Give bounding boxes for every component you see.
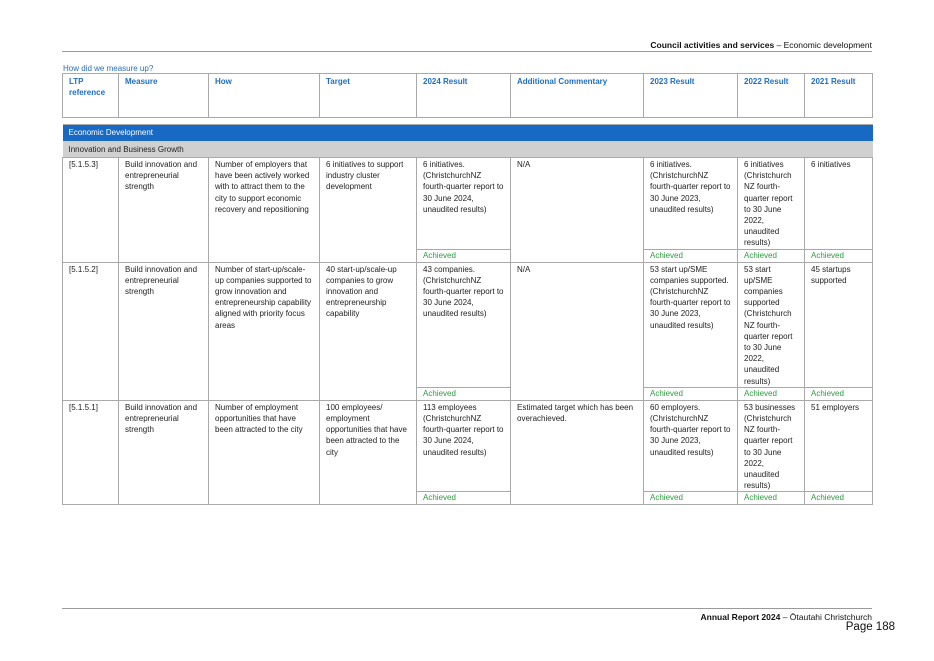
- cell-target: 6 initiatives to support industry cluster development: [320, 158, 417, 263]
- status-2024: Achieved: [417, 387, 511, 400]
- cell-target: 40 start-up/scale-up companies to grow innovation and entrepreneurship capability: [320, 262, 417, 400]
- col-header-how: How: [209, 74, 320, 118]
- status-2023: Achieved: [644, 387, 738, 400]
- running-footer-rest: – Ōtautahi Christchurch: [780, 612, 872, 622]
- cell-measure: Build innovation and entrepreneurial strength: [119, 262, 209, 400]
- cell-measure: Build innovation and entrepreneurial strength: [119, 158, 209, 263]
- table-row: [63, 158, 873, 250]
- cell-2023-result: 6 initiatives. (ChristchurchNZ fourth-quarter report to 30 June 2023, unaudited results): [644, 158, 738, 250]
- running-header-rest: – Economic development: [774, 40, 872, 50]
- subgroup-band-title: Innovation and Business Growth: [63, 141, 873, 158]
- col-header-2024-result: 2024 Result: [417, 74, 511, 118]
- cell-2022-result: 6 initiatives (Christchurch NZ fourth-quarter report to 30 June 2022, unaudited results): [738, 158, 805, 250]
- table-row: [63, 262, 873, 387]
- status-2022: Achieved: [738, 249, 805, 262]
- status-2021: Achieved: [805, 249, 873, 262]
- col-header-additional-commentary: Additional Commentary: [511, 74, 644, 118]
- col-header-measure: Measure: [119, 74, 209, 118]
- cell-2022-result: 53 start up/SME companies supported (Christchurch NZ fourth-quarter report to 30 June 2022, unaudited results): [738, 262, 805, 387]
- group-band-title: Economic Development: [63, 125, 873, 141]
- table-header-row: [63, 74, 873, 118]
- cell-2024-result: 6 initiatives. (ChristchurchNZ fourth-quarter report to 30 June 2024, unaudited results): [417, 158, 511, 250]
- cell-additional-commentary: N/A: [511, 262, 644, 400]
- cell-ltp-reference: [5.1.5.3]: [63, 158, 119, 263]
- group-band: [63, 125, 873, 141]
- status-2024: Achieved: [417, 492, 511, 505]
- cell-additional-commentary: Estimated target which has been overachieved.: [511, 400, 644, 505]
- performance-table: [62, 73, 873, 505]
- cell-2024-result: 43 companies. (ChristchurchNZ fourth-quarter report to 30 June 2024, unaudited results): [417, 262, 511, 387]
- cell-how: Number of employers that have been actively worked with to attract them to the city to support economic recovery and repositioning: [209, 158, 320, 263]
- cell-additional-commentary: N/A: [511, 158, 644, 263]
- col-header-ltp-reference: LTP reference: [63, 74, 119, 118]
- cell-2021-result: 6 initiatives: [805, 158, 873, 250]
- cell-how: Number of employment opportunities that have been attracted to the city: [209, 400, 320, 505]
- running-header-bold: Council activities and services: [650, 40, 775, 50]
- header-rule: [62, 51, 872, 52]
- cell-2021-result: 45 startups supported: [805, 262, 873, 387]
- col-header-2022-result: 2022 Result: [738, 74, 805, 118]
- subgroup-band: [63, 141, 873, 158]
- cell-2023-result: 53 start up/SME companies supported. (ChristchurchNZ fourth-quarter report to 30 June 2023, unaudited results): [644, 262, 738, 387]
- status-2023: Achieved: [644, 249, 738, 262]
- cell-2023-result: 60 employers. (ChristchurchNZ fourth-quarter report to 30 June 2023, unaudited results): [644, 400, 738, 492]
- cell-target: 100 employees/ employment opportunities that have been attracted to the city: [320, 400, 417, 505]
- table-spacer-row: [63, 118, 873, 125]
- col-header-2023-result: 2023 Result: [644, 74, 738, 118]
- status-2021: Achieved: [805, 387, 873, 400]
- running-footer-bold: Annual Report 2024: [700, 612, 781, 622]
- section-title: How did we measure up?: [63, 64, 154, 73]
- col-header-target: Target: [320, 74, 417, 118]
- cell-how: Number of start-up/scale-up companies supported to grow innovation and entrepreneurship capability aligned with priority focus areas: [209, 262, 320, 400]
- cell-2021-result: 51 employers: [805, 400, 873, 492]
- status-2023: Achieved: [644, 492, 738, 505]
- footer-rule: [62, 608, 872, 609]
- running-header: [62, 40, 872, 50]
- cell-2022-result: 53 businesses (Christchurch NZ fourth-quarter report to 30 June 2022, unaudited results): [738, 400, 805, 492]
- status-2022: Achieved: [738, 492, 805, 505]
- cell-measure: Build innovation and entrepreneurial strength: [119, 400, 209, 505]
- table-row: [63, 400, 873, 492]
- cell-ltp-reference: [5.1.5.1]: [63, 400, 119, 505]
- status-2024: Achieved: [417, 249, 511, 262]
- cell-2024-result: 113 employees (ChristchurchNZ fourth-quarter report to 30 June 2024, unaudited results): [417, 400, 511, 492]
- status-2021: Achieved: [805, 492, 873, 505]
- cell-ltp-reference: [5.1.5.2]: [63, 262, 119, 400]
- page-number: Page 188: [845, 621, 895, 633]
- running-footer: [62, 612, 872, 622]
- col-header-2021-result: 2021 Result: [805, 74, 873, 118]
- status-2022: Achieved: [738, 387, 805, 400]
